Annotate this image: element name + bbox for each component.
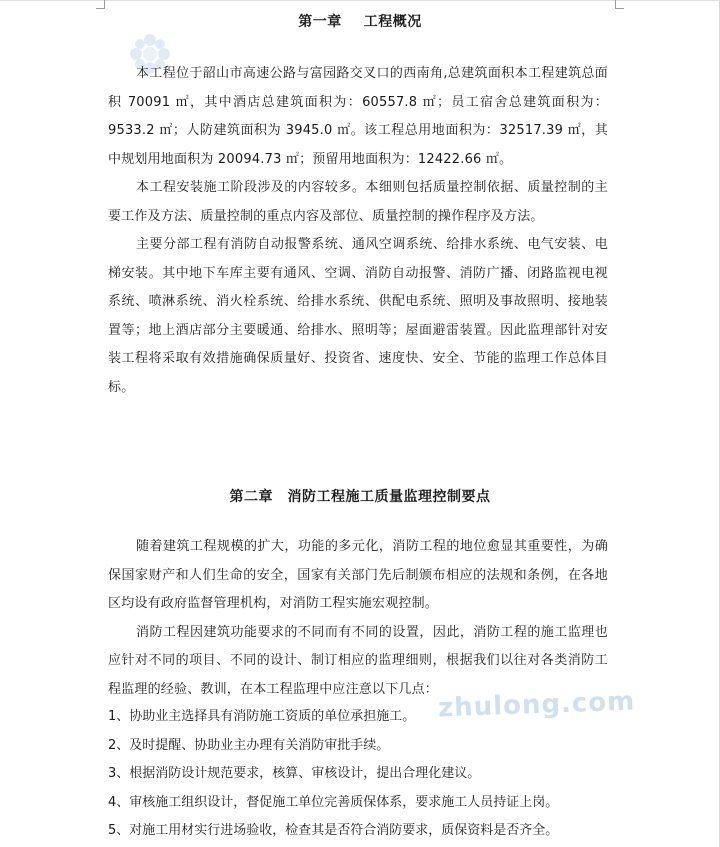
margin-corner-mark-left [96,0,105,9]
list-item: 4、审核施工组织设计，督促施工单位完善质保体系，要求施工人员持证上岗。 [108,794,559,810]
chapter-1-body [108,60,608,402]
list-item: 1、协助业主选择具有消防施工资质的单位承担施工。 [108,709,416,724]
chapter-1-paragraph: 本工程位于韶山市高速公路与富园路交叉口的西南角,总建筑面积本工程建筑总面积 70091 ㎡，其中酒店总建筑面积为：60557.8 ㎡；员工宿舍总建筑面积为：9533.2 ㎡；人防建筑面积为 3945.0 ㎡。该工程总用地面积为：32517.39 ㎡，其中规划用地面积为 20094.73 ㎡；预留用地面积为：12422.66 ㎡。 [108,66,608,167]
chapter-2-list [108,703,608,846]
chapter-2-body [108,533,608,704]
chapter-1-paragraph: 主要分部工程有消防自动报警系统、通风空调系统、给排水系统、电气安装、电梯安装。其中地下车库主要有通风、空调、消防自动报警、消防广播、闭路监视电视系统、喷淋系统、消火栓系统、给排水系统、供配电系统、照明及事故照明、接地装置等；地上酒店部分主要暖通、给排水、照明等；屋面避雷装置。因此监理部针对安装工程将采取有效措施确保质量好、投资省、速度快、安全、节能的监理工作总体目标。 [108,237,608,395]
list-item: 5、对施工用材实行进场验收，检查其是否符合消防要求，质保资料是否齐全。 [108,823,559,838]
margin-corner-mark-right [615,0,624,9]
chapter-1-title: 第一章 工程概况 [298,14,422,30]
chapter-2-title: 第二章 消防工程施工质量监理控制要点 [229,489,491,505]
watermark-text: zhulong.com [437,686,636,724]
chapter-1-paragraph: 本工程安装施工阶段涉及的内容较多。本细则包括质量控制依据、质量控制的主要工作及方法、质量控制的重点内容及部位、质量控制的操作程序及方法。 [108,180,608,224]
chapter-2-paragraph: 随着建筑工程规模的扩大，功能的多元化，消防工程的地位愈显其重要性，为确保国家财产和人们生命的安全，国家有关部门先后制颁布相应的法规和条例，在各地区均设有政府监督管理机构，对消防工程实施宏观控制。 [108,539,608,611]
list-item: 2、及时提醒、协助业主办理有关消防审批手续。 [108,737,390,753]
page-top-edge [0,0,720,1]
chapter-2-paragraph: 消防工程因建筑功能要求的不同而有不同的设置，因此，消防工程的施工监理也应针对不同的项目、不同的设计、制订相应的监理细则，根据我们以往对各类消防工程监理的经验、教训，在本工程监理中应注意以下几点： [108,624,608,697]
list-item: 3、根据消防设计规范要求，核算、审核设计，提出合理化建议。 [108,766,481,781]
